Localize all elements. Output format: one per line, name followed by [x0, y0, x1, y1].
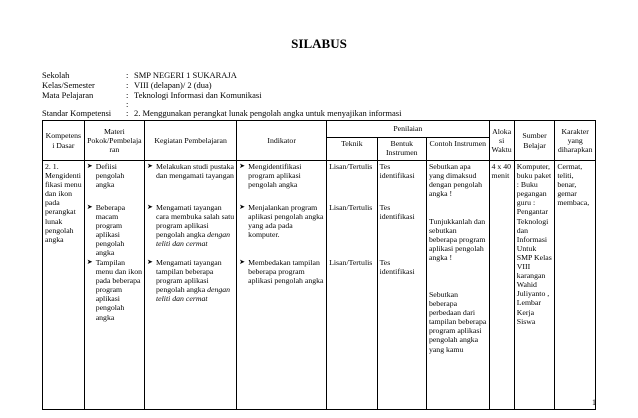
materi-item: ➤ Tampilan menu dan ikon pada beberapa program aplikasi pengolah angka — [86, 258, 143, 322]
teknik-item: Lisan/Tertulis — [329, 203, 373, 212]
cell-teknik — [327, 161, 377, 410]
contoh-item: Sebutkan apa yang dimaksud dengan pengolah angka ! — [428, 162, 482, 199]
info-value: SMP NEGERI 1 SUKARAJA — [134, 70, 237, 80]
indikator-item: ➤ Membedakan tampilan beberapa program aplikasi pengolah angka — [239, 258, 324, 286]
info-label: Kelas/Semester — [42, 80, 95, 90]
cell-sumber: Komputer, buku paket : Buku pegangan guru : Pengantar Teknologi dan Informasi Untuk SMP Kelas VIII karangan Wahid Juliyanto , Lembar Kerja Siswa — [514, 161, 555, 410]
header-row-1 — [43, 121, 596, 138]
header-materi: Materi Pokok/Pembelajaran — [84, 121, 144, 161]
cell-bentuk — [377, 161, 426, 410]
info-colon: : — [126, 108, 129, 118]
syllabus-table — [42, 120, 596, 410]
arrow-bullet-icon: ➤ — [239, 258, 246, 266]
bentuk-item: Tes identifikasi — [379, 203, 415, 222]
cell-contoh — [426, 161, 489, 410]
cell-karakter: Cermat, teliti, benar, gemar membaca, — [555, 161, 596, 410]
arrow-bullet-icon: ➤ — [239, 203, 246, 211]
arrow-bullet-icon: ➤ — [86, 203, 93, 211]
arrow-bullet-icon: ➤ — [86, 258, 93, 266]
info-row-standar — [42, 108, 401, 118]
header-teknik: Teknik — [327, 138, 377, 161]
header-alokasi: Alokasi Waktu — [489, 121, 514, 161]
teknik-item: Lisan/Tertulis — [329, 162, 373, 171]
italic-phrase: dengan teliti dan cermat — [156, 230, 231, 249]
header-karakter: Karakter yang diharapkan — [555, 121, 596, 161]
info-colon: : — [126, 90, 129, 100]
cell-kompetensi — [43, 161, 85, 410]
cell-materi — [84, 161, 144, 410]
materi-item: ➤ Beberapa macam program aplikasi pengolah angka — [86, 203, 126, 258]
arrow-bullet-icon: ➤ — [147, 162, 153, 170]
page-number: 1 — [592, 398, 596, 407]
indikator-item: ➤ Menjalankan program aplikasi pengolah angka yang ada pada komputer. — [239, 203, 324, 240]
info-row-sekolah — [42, 70, 237, 80]
info-colon: : — [126, 99, 129, 109]
kegiatan-item: ➤ Mengamati tayangan tampilan beberapa program aplikasi pengolah angka dengan teliti dan cermat — [147, 258, 231, 304]
bentuk-item: Tes identifikasi — [379, 258, 415, 277]
content-row — [43, 161, 596, 410]
arrow-bullet-icon: ➤ — [147, 258, 153, 266]
info-row-kelas — [42, 80, 212, 90]
info-colon: : — [126, 80, 129, 90]
header-bentuk: Bentuk Instrumen — [377, 138, 426, 161]
cell-alokasi: 4 x 40 menit — [489, 161, 514, 410]
info-value: 2. Menggunakan perangkat lunak pengolah angka untuk menyajikan informasi — [134, 108, 402, 118]
info-value: VIII (delapan)/ 2 (dua) — [134, 80, 212, 90]
contoh-item: Sebutkan beberapa perbedaan dari tampilan beberapa program aplikasi pengolah angka yang kamu — [428, 290, 487, 354]
arrow-bullet-icon: ➤ — [86, 162, 93, 170]
header-indikator: Indikator — [237, 121, 327, 161]
kegiatan-item: ➤ Melakukan studi pustaka dan mengamati tayangan — [147, 162, 234, 181]
header-sumber: Sumber Belajar — [514, 121, 555, 161]
header-penilaian: Penilaian — [327, 121, 489, 138]
kompetensi-number: 2. 1. — [45, 162, 59, 171]
indikator-item: ➤ Mengidentifikasi program aplikasi pengolah angka — [239, 162, 302, 190]
bentuk-item: Tes identifikasi — [379, 162, 415, 181]
cell-indikator — [237, 161, 327, 410]
info-label: Mata Pelajaran — [42, 90, 94, 100]
kompetensi-text: Mengidentifikasi menu dan ikon pada perangkat lunak pengolah angka — [45, 171, 82, 244]
arrow-bullet-icon: ➤ — [147, 203, 153, 211]
kegiatan-item: ➤ Mengamati tayangan cara membuka salah satu program aplikasi pengolah angka dengan teliti dan cermat — [147, 203, 235, 249]
header-kegiatan: Kegiatan Pembelajaran — [145, 121, 237, 161]
page-title: SILABUS — [291, 36, 347, 51]
materi-item: ➤ Defiisi pengolah angka — [86, 162, 125, 190]
info-value: Teknologi Informasi dan Komunikasi — [134, 90, 262, 100]
contoh-item: Tunjukkanlah dan sebutkan beberapa program aplikasi pengolah angka ! — [428, 217, 486, 263]
arrow-bullet-icon: ➤ — [239, 162, 246, 170]
header-kompetensi: Kompetensi Dasar — [43, 121, 85, 161]
info-colon: : — [126, 70, 129, 80]
cell-kegiatan — [145, 161, 237, 410]
info-label: Sekolah — [42, 70, 70, 80]
header-contoh: Contoh Instrumen — [426, 138, 489, 161]
teknik-item: Lisan/Tertulis — [329, 258, 373, 267]
italic-phrase: dengan teliti dan cermat — [156, 285, 231, 304]
info-label: Standar Kompetensi — [42, 108, 112, 118]
